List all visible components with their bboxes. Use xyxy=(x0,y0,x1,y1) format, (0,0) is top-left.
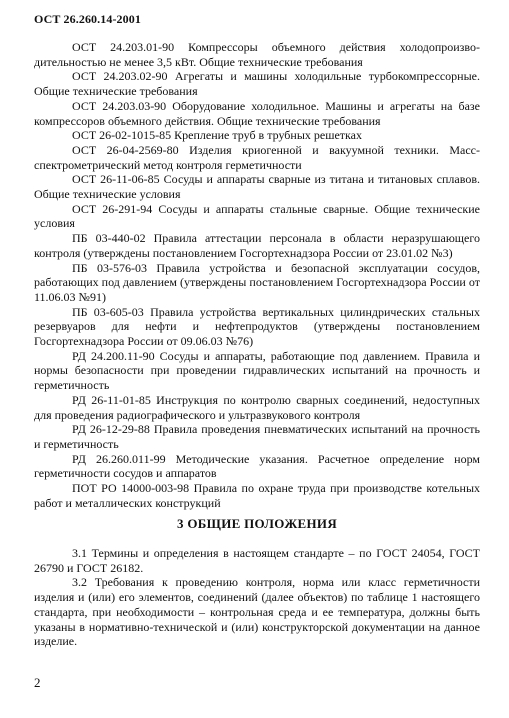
reference-title: Правила по охране труда при производстве котельных работ и металлических конструкций xyxy=(34,481,481,510)
section-paragraph: 3.2 Требования к проведению контроля, норма или класс герметичности изделия и (или) его элементов, соединений (далее объектов) по таблице 1 настоящего стандарта, при необходимости – контрольная среда и ее температура, должны быть указаны в нормативно-технической и (или) конструкторской документации на данное изделие. xyxy=(34,575,480,649)
reference-code: ОСТ 26-04-2569-80 xyxy=(72,142,179,157)
reference-item xyxy=(34,202,480,231)
document-code-header: ОСТ 26.260.14-2001 xyxy=(34,12,141,26)
reference-title: Правила проведения пневматических испытаний на прочность и герметичность xyxy=(34,422,481,451)
reference-code: ПОТ РО 14000-003-98 xyxy=(72,481,190,496)
normative-references-list xyxy=(34,40,480,511)
reference-item xyxy=(34,172,480,201)
reference-item xyxy=(34,261,480,305)
reference-code: РД 24.200.11-90 xyxy=(72,348,155,363)
reference-item xyxy=(34,481,480,510)
page-number: 2 xyxy=(34,675,41,690)
reference-code: ОСТ 24.203.03-90 xyxy=(72,98,167,113)
reference-title: Агрегаты и машины холодильные турбокомпрессорные. Общие технические требования xyxy=(34,69,480,99)
reference-item xyxy=(34,422,480,451)
reference-code: ОСТ 24.203.01-90 xyxy=(72,40,175,54)
reference-item xyxy=(34,231,480,260)
reference-title: Крепление труб в трубных решетках xyxy=(171,128,362,143)
reference-title: Сосуды и аппараты стальные сварные. Общие технические условия xyxy=(34,201,481,231)
reference-title: Изделия криогенной и вакуумной техники. Массспектрометрический метод контроля герметичности xyxy=(34,142,481,172)
reference-item xyxy=(34,99,480,128)
reference-title: Инструкция по контролю сварных соединений, недоступных для проведения радиографического и ультразвукового контроля xyxy=(34,392,480,422)
reference-code: РД 26.260.011-99 xyxy=(72,451,166,466)
reference-title: Правила устройства и безопасной эксплуатации сосудов, работающих под давлением (утверждены постановлением Госгортехнадзора России от 11.06.03 №91) xyxy=(34,260,480,304)
reference-code: ПБ 03-440-02 xyxy=(72,231,146,246)
reference-title: Правила устройства вертикальных цилиндрических стальных резервуаров для нефти и нефтепродуктов (утверждены постановлением Госгортехнадзора России от 09.06.03 №76) xyxy=(34,304,480,349)
section-heading: 3 ОБЩИЕ ПОЛОЖЕНИЯ xyxy=(176,516,338,531)
reference-code: ОСТ 26-11-06-85 xyxy=(72,172,160,187)
reference-item xyxy=(34,40,480,69)
reference-title: Оборудование холодильное. Машины и агрегаты на базе компрессоров объемного действия. Общие технические требования xyxy=(34,98,480,128)
reference-item xyxy=(34,143,480,172)
section-body xyxy=(34,546,480,649)
reference-code: РД 26-12-29-88 xyxy=(72,422,150,437)
reference-item xyxy=(34,128,480,143)
reference-code: РД 26-11-01-85 xyxy=(72,392,151,407)
section-paragraph: 3.1 Термины и определения в настоящем стандарте – по ГОСТ 24054, ГОСТ 26790 и ГОСТ 26182. xyxy=(34,546,480,575)
reference-item xyxy=(34,349,480,393)
reference-title: Сосуды и аппараты сварные из титана и титановых сплавов. Общие технические условия xyxy=(34,172,480,202)
reference-title: Сосуды и аппараты, работающие под давлением. Правила и нормы безопасности при проведении гидравлических испытаний на прочность и герметичность xyxy=(34,348,480,393)
reference-title: Методические указания. Расчетное определение норм герметичности сосудов и аппаратов xyxy=(34,451,480,481)
reference-title: Компрессоры объемного действия холодопроизводительностью не менее 3,5 кВт. Общие технические требования xyxy=(34,40,480,69)
reference-code: ПБ 03-605-03 xyxy=(72,304,144,319)
reference-title: Правила аттестации персонала в области неразрушающего контроля (утверждены постановлением Госгортехнадзора России от 23.01.02 №3) xyxy=(34,231,480,260)
reference-item xyxy=(34,69,480,98)
reference-item xyxy=(34,452,480,481)
reference-code: ОСТ 26-291-94 xyxy=(72,201,153,216)
reference-item xyxy=(34,305,480,349)
reference-code: ОСТ 26-02-1015-85 xyxy=(72,128,172,143)
reference-code: ПБ 03-576-03 xyxy=(72,260,147,275)
reference-item xyxy=(34,393,480,422)
reference-code: ОСТ 24.203.02-90 xyxy=(72,69,168,84)
